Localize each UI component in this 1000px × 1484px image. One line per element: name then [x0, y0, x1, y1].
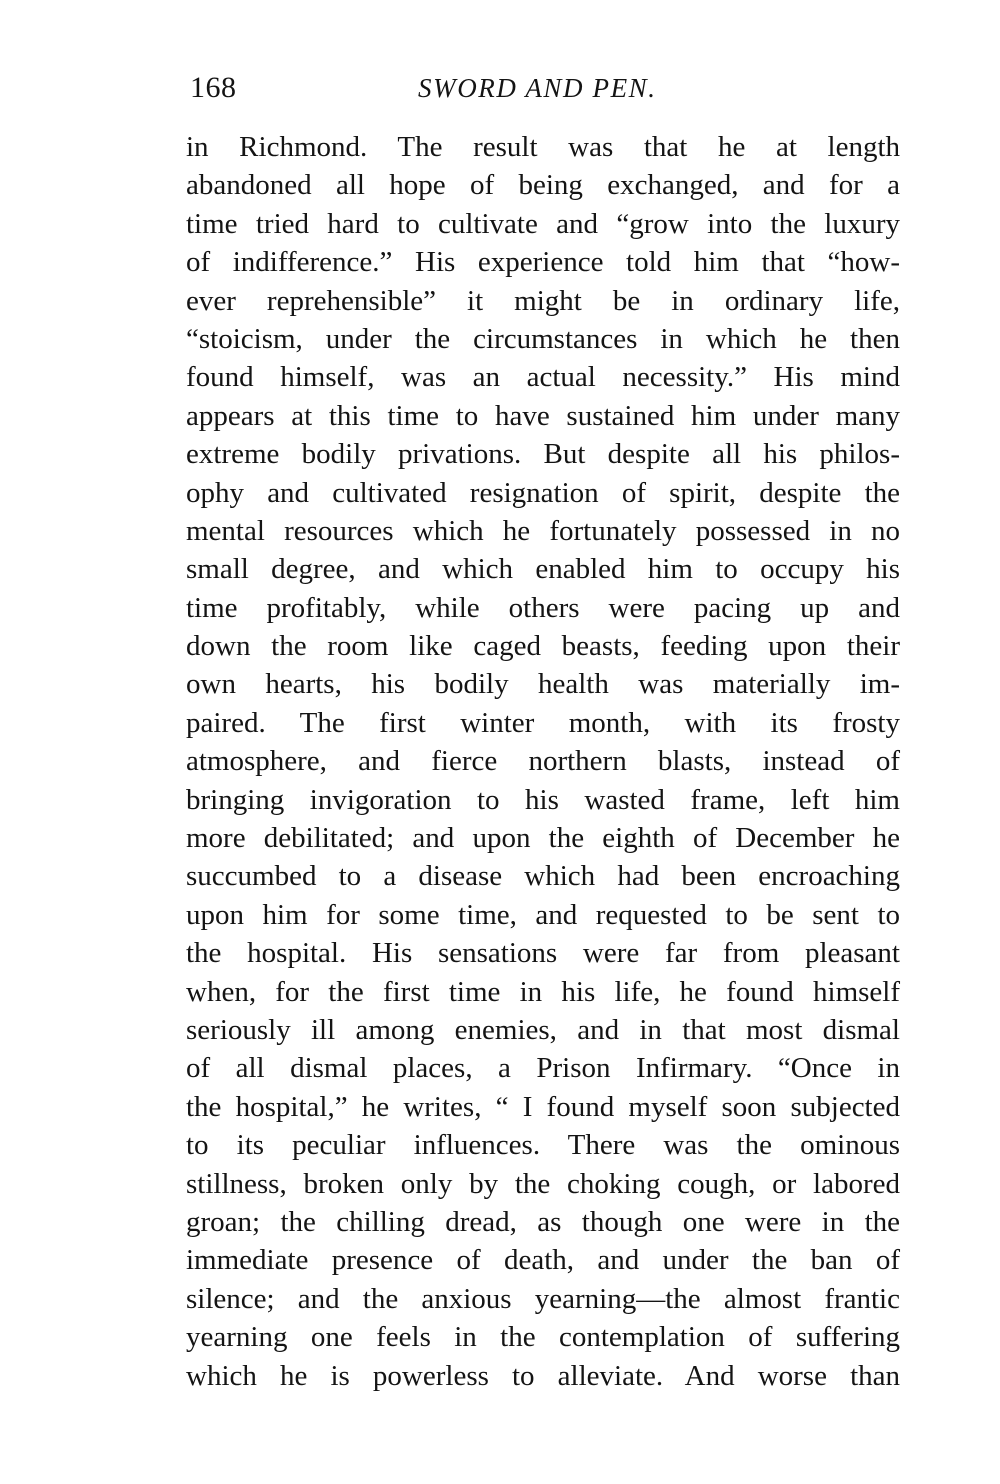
text-line: in Richmond. The result was that he at length	[186, 131, 900, 163]
text-line: down the room like caged beasts, feeding upon their	[186, 630, 900, 663]
text-line: upon him for some time, and requested to be sent to	[186, 898, 900, 931]
text-line: which he is powerless to alleviate. And worse than	[186, 1359, 900, 1392]
text-line: seriously ill among enemies, and in that most dismal	[186, 1013, 900, 1046]
text-line: of all dismal places, a Prison Infirmary. “Once in	[186, 1052, 900, 1085]
text-line: succumbed to a disease which had been encroaching	[186, 860, 900, 893]
text-line: abandoned all hope of being exchanged, and for a	[186, 169, 900, 202]
text-line: stillness, broken only by the choking cough, or labored	[186, 1167, 900, 1200]
text-line: bringing invigoration to his wasted frame, left him	[186, 783, 900, 816]
text-line: the hospital. His sensations were far from pleasant	[186, 937, 900, 970]
text-line: more debilitated; and upon the eighth of December he	[186, 822, 900, 855]
text-line: small degree, and which enabled him to occupy his	[186, 553, 900, 586]
text-line: atmosphere, and fierce northern blasts, instead of	[186, 745, 900, 778]
text-line: silence; and the anxious yearning—the almost frantic	[186, 1282, 900, 1315]
text-line: paired. The first winter month, with its frosty	[186, 706, 900, 739]
text-line: time tried hard to cultivate and “grow into the luxury	[186, 207, 900, 240]
text-line: ever reprehensible” it might be in ordinary life,	[186, 284, 900, 317]
text-line: appears at this time to have sustained him under many	[186, 399, 900, 432]
text-line: time profitably, while others were pacing up and	[186, 591, 900, 624]
text-line: own hearts, his bodily health was materially im-	[186, 668, 900, 701]
page-number: 168	[190, 71, 237, 104]
text-line: extreme bodily privations. But despite all his philos-	[186, 438, 900, 471]
body-text	[186, 128, 900, 1395]
text-line: ophy and cultivated resignation of spirit, despite the	[186, 476, 900, 509]
text-line: the hospital,” he writes, “ I found myself soon subjected	[186, 1090, 900, 1123]
text-line: immediate presence of death, and under the ban of	[186, 1244, 900, 1277]
running-head	[190, 66, 900, 110]
text-line: groan; the chilling dread, as though one were in the	[186, 1205, 900, 1238]
text-line: “stoicism, under the circumstances in which he then	[186, 322, 900, 355]
text-line: yearning one feels in the contemplation of suffering	[186, 1321, 900, 1354]
running-title: SWORD AND PEN.	[418, 73, 657, 103]
text-line: of indifference.” His experience told him that “how-	[186, 246, 900, 279]
text-line: to its peculiar influences. There was the ominous	[186, 1129, 900, 1162]
text-line: mental resources which he fortunately possessed in no	[186, 514, 900, 547]
text-line: when, for the first time in his life, he found himself	[186, 975, 900, 1008]
text-line: found himself, was an actual necessity.” His mind	[186, 361, 900, 394]
